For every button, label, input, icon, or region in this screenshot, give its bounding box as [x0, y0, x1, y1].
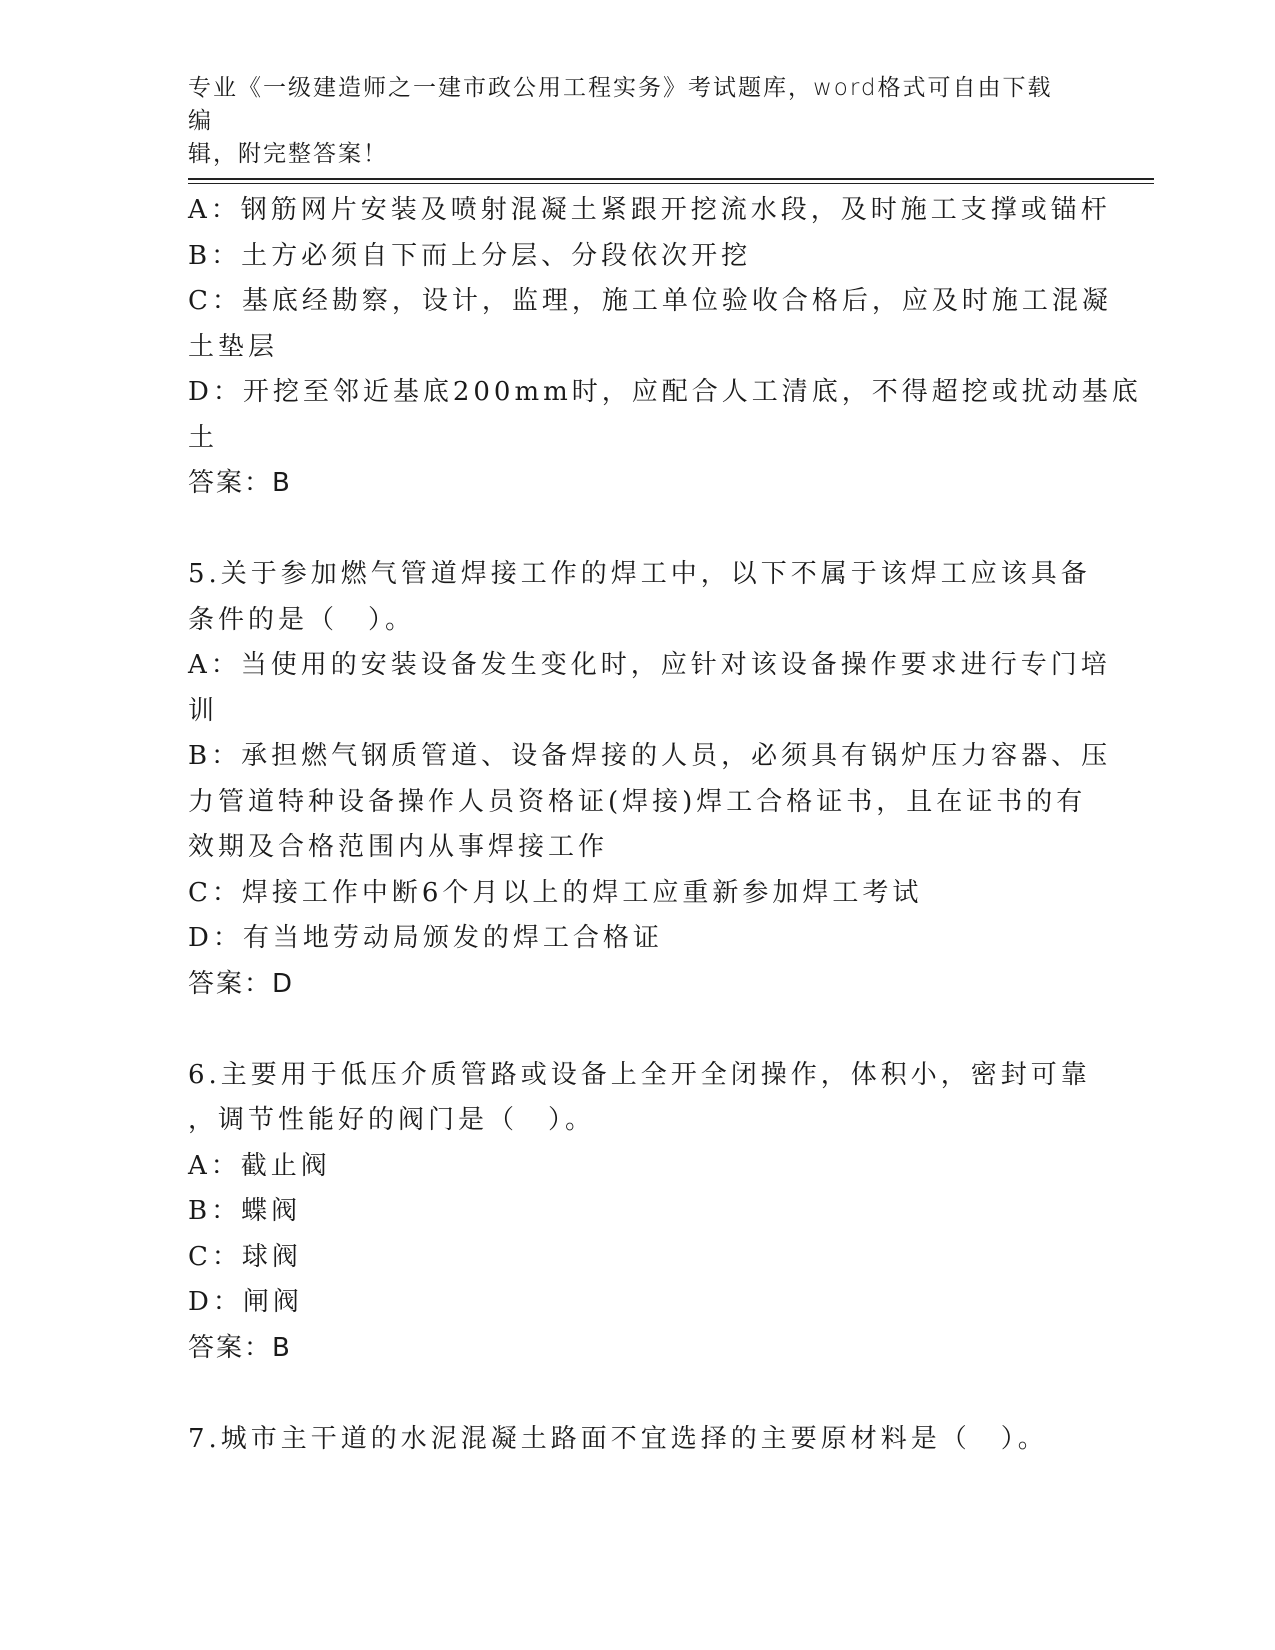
question-5 — [188, 552, 1112, 962]
option-d-line: D：开挖至邻近基底200mm时，应配合人工清底，不得超挖或扰动基底 — [188, 377, 1142, 407]
option-b-line-2: 力管道特种设备操作人员资格证(焊接)焊工合格证书，且在证书的有 — [188, 786, 1087, 817]
option-c-line: C：焊接工作中断6个月以上的焊工应重新参加焊工考试 — [188, 877, 923, 908]
option-d-line: D：闸阀 — [188, 1287, 303, 1317]
header-divider-thick — [188, 178, 1154, 180]
option-a-line: A：当使用的安装设备发生变化时，应针对该设备操作要求进行专门培 — [188, 650, 1111, 680]
spacer — [188, 1007, 1088, 1053]
header-divider-thin — [188, 183, 1154, 184]
option-b-line: B：土方必须自下而上分层、分段依次开挖 — [188, 240, 752, 271]
question-4-answer: 答案：B — [188, 468, 292, 498]
question-5-stem-2: 条件的是（ ）。 — [188, 604, 416, 635]
question-6-stem-2: ，调节性能好的阀门是（ ）。 — [188, 1105, 596, 1135]
option-d-line: D：有当地劳动局颁发的焊工合格证 — [188, 923, 663, 953]
question-6-answer: 答案：B — [188, 1332, 292, 1363]
option-b-line: B：承担燃气钢质管道、设备焊接的人员，必须具有锅炉压力容器、压 — [188, 741, 1112, 771]
header-line-2: 辑，附完整答案！ — [188, 141, 388, 167]
header-line-1: 专业《一级建造师之一建市政公用工程实务》考试题库，word格式可自由下载编 — [188, 75, 1053, 134]
option-a-line: A：钢筋网片安装及喷射混凝土紧跟开挖流水段，及时施工支撑或锚杆 — [188, 195, 1111, 225]
option-d-line-2: 土 — [188, 422, 219, 453]
question-content — [188, 188, 1142, 1462]
spacer — [188, 1371, 1088, 1417]
option-c-line: C：球阀 — [188, 1241, 302, 1272]
question-7 — [188, 1417, 1088, 1463]
question-6-stem: 6.主要用于低压介质管路或设备上全开全闭操作，体积小，密封可靠 — [188, 1059, 1091, 1090]
question-7-stem: 7.城市主干道的水泥混凝土路面不宜选择的主要原材料是（ ）。 — [188, 1423, 1048, 1454]
option-c-line: C：基底经勘察，设计，监理，施工单位验收合格后，应及时施工混凝 — [188, 286, 1112, 316]
document-header — [188, 72, 1068, 171]
question-4-options — [188, 188, 1142, 461]
option-b-line-3: 效期及合格范围内从事焊接工作 — [188, 832, 609, 862]
option-b-line: B：蝶阀 — [188, 1196, 302, 1226]
question-5-stem: 5.关于参加燃气管道焊接工作的焊工中，以下不属于该焊工应该具备 — [188, 559, 1091, 589]
option-a-line-2: 训 — [188, 695, 219, 726]
question-5-answer: 答案：D — [188, 968, 295, 999]
question-6 — [188, 1053, 1091, 1326]
option-a-line: A：截止阀 — [188, 1150, 331, 1181]
option-c-line-2: 土垫层 — [188, 331, 279, 362]
spacer — [188, 507, 1088, 553]
